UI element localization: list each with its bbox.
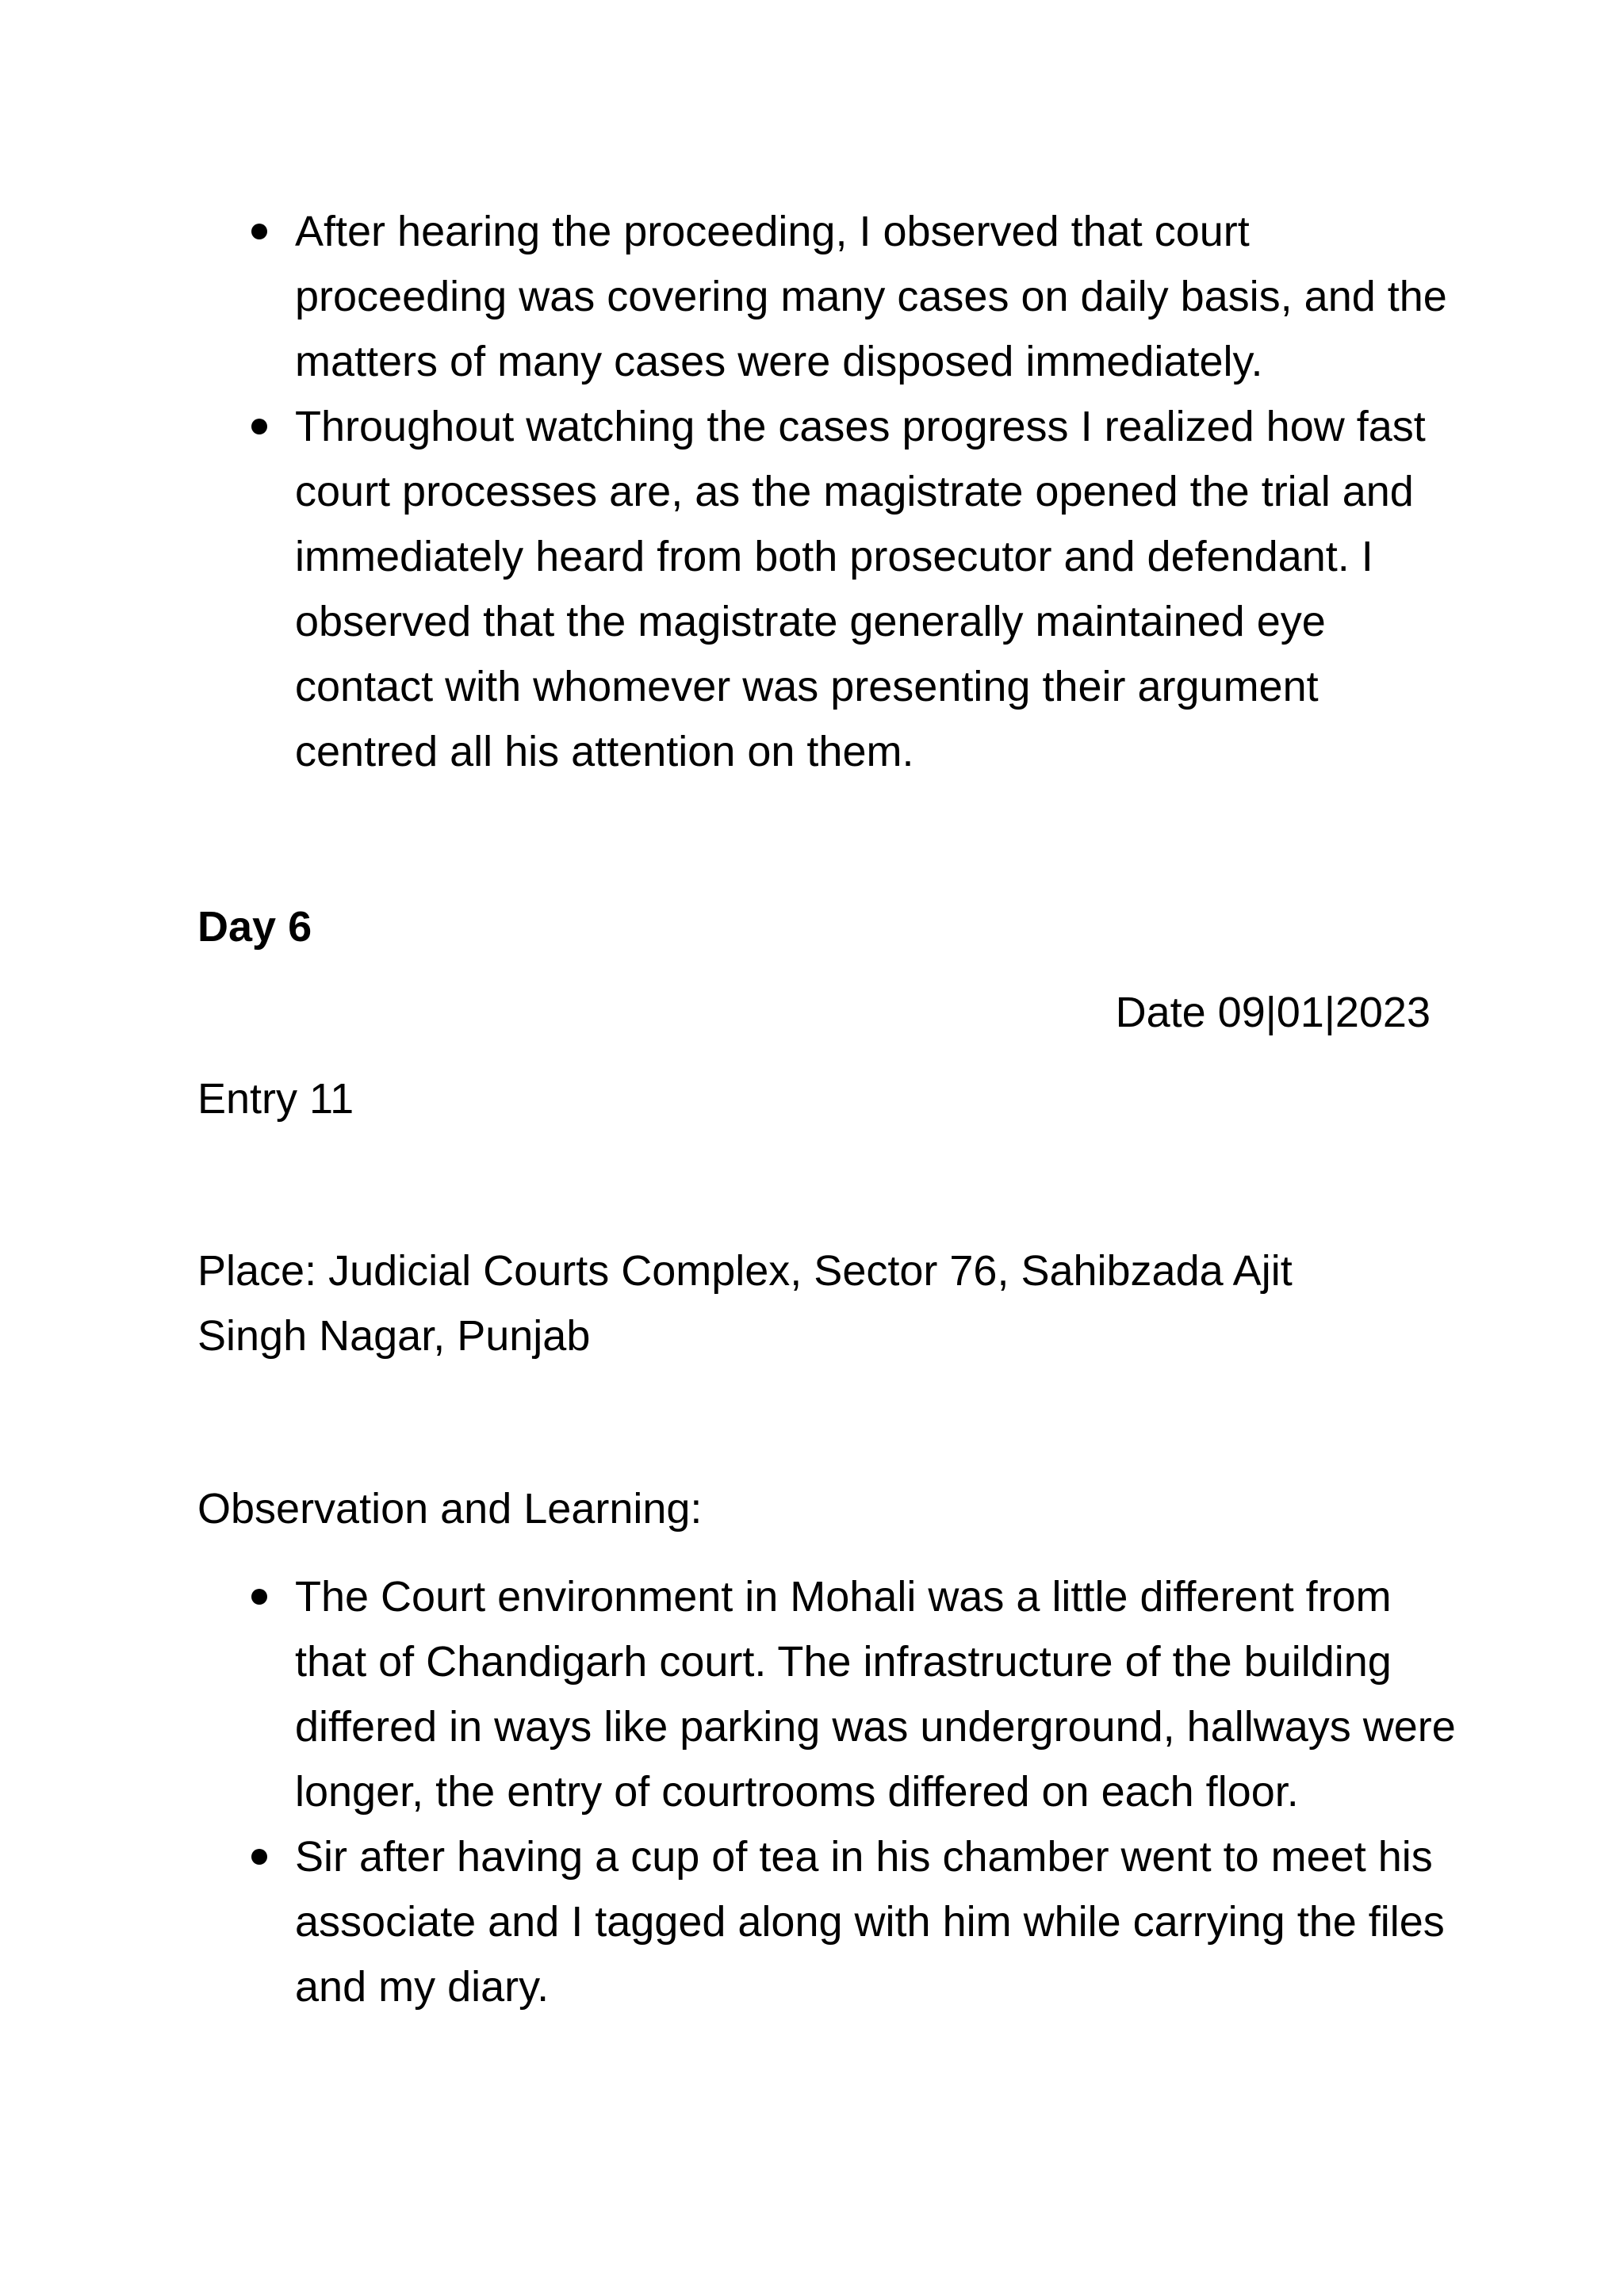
bullet-icon xyxy=(251,1849,267,1865)
list-item xyxy=(0,1564,1459,1824)
list-item xyxy=(0,394,1459,784)
bottom-bullet-list xyxy=(0,1564,1624,2019)
bullet-text: Throughout watching the cases progress I realized how fast court processes are, as the magistrate opened the trial and immediately heard from both prosecutor and defendant. I observed that the magistrate generally maintained eye contact with whomever was presenting their argument centred all his attention on them. xyxy=(295,403,1426,775)
entry-number: Entry 11 xyxy=(197,1075,354,1123)
bullet-text: Sir after having a cup of tea in his chamber went to meet his associate and I tagged along with him while carrying the files and my diary. xyxy=(295,1833,1445,2011)
bullet-text: After hearing the proceeding, I observed that court proceeding was covering many cases on daily basis, and the matters of many cases were disposed immediately. xyxy=(295,208,1447,385)
bullet-icon xyxy=(251,419,267,434)
bullet-icon xyxy=(251,224,267,239)
list-item xyxy=(0,199,1459,394)
list-item xyxy=(0,1824,1459,2019)
top-bullet-list xyxy=(0,199,1624,784)
place-line: Place: Judicial Courts Complex, Sector 76, Sahibzada Ajit Singh Nagar, Punjab xyxy=(197,1247,1293,1360)
bullet-icon xyxy=(251,1589,267,1605)
bullet-text: The Court environment in Mohali was a little different from that of Chandigarh court. The infrastructure of the building differed in ways like parking was underground, hallways were longer, the entry of courtrooms differed on each floor. xyxy=(295,1573,1456,1816)
observation-heading: Observation and Learning: xyxy=(197,1485,703,1533)
entry-date: Date 09|01|2023 xyxy=(1115,989,1431,1036)
day-heading: Day 6 xyxy=(197,903,312,951)
